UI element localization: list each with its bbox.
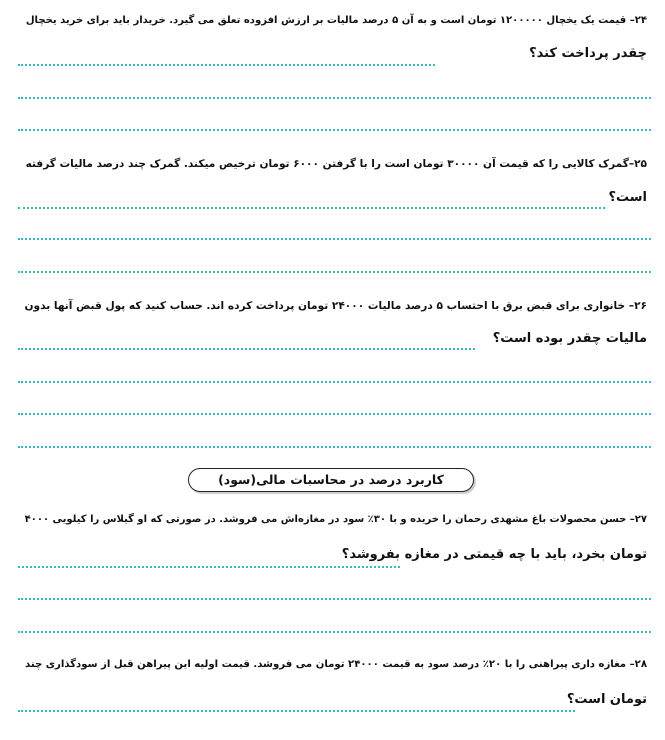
answer-line — [18, 129, 651, 131]
answer-line — [18, 413, 651, 415]
question-28-line-1: ۲۸– مغازه داری پیراهنی را با ۲۰٪ درصد سود به قیمت ۲۴۰۰۰ تومان می فروشد. قیمت اولیه این پیراهن قبل از سودگذاری چند — [25, 659, 647, 670]
answer-line — [18, 348, 475, 350]
question-25-line-1: ۲۵–گمرک کالایی را که قیمت آن ۳۰۰۰۰ تومان است را با گرفتن ۶۰۰۰ تومان ترخیص میکند. گمرک چند درصد مالیات گرفته — [25, 158, 647, 170]
question-25-line-2: است؟ — [608, 190, 647, 205]
question-27-line-2: تومان بخرد، باید با چه قیمتی در مغازه بفروشد؟ — [341, 547, 647, 562]
answer-line — [18, 598, 651, 600]
question-26-line-2: مالیات چقدر بوده است؟ — [492, 331, 647, 346]
answer-line — [18, 97, 651, 99]
question-27-line-1: ۲۷– حسن محصولات باغ مشهدی رحمان را خریده و با ۳۰٪ سود در مغازه‌اش می فروشد. در صورتی که او گیلاس را کیلویی ۴۰۰۰ — [24, 514, 647, 525]
answer-line — [18, 64, 435, 66]
question-28-line-2: تومان است؟ — [566, 692, 647, 707]
question-24-line-1: ۲۴– قیمت یک یخچال ۱۲۰۰۰۰۰ تومان است و به آن ۵ درصد مالیات بر ارزش افزوده تعلق می گیرد. خریدار باید برای خرید یخچال — [25, 15, 647, 26]
question-26-line-1: ۲۶– خانواری برای قبض برق با احتساب ۵ درصد مالیات ۲۴۰۰۰ تومان پرداخت کرده اند. حساب کنید که پول قبض آنها بدون — [24, 300, 647, 312]
question-24-line-2: چقدر پرداخت کند؟ — [529, 46, 647, 61]
answer-line — [18, 710, 575, 712]
answer-line — [18, 238, 651, 240]
answer-line — [18, 381, 651, 383]
section-title-box — [188, 468, 474, 492]
answer-line — [18, 271, 651, 273]
answer-line — [18, 566, 400, 568]
answer-line — [18, 446, 651, 448]
section-title: کاربرد درصد در محاسبات مالی(سود) — [218, 472, 444, 487]
answer-line — [18, 631, 651, 633]
answer-line — [18, 207, 605, 209]
